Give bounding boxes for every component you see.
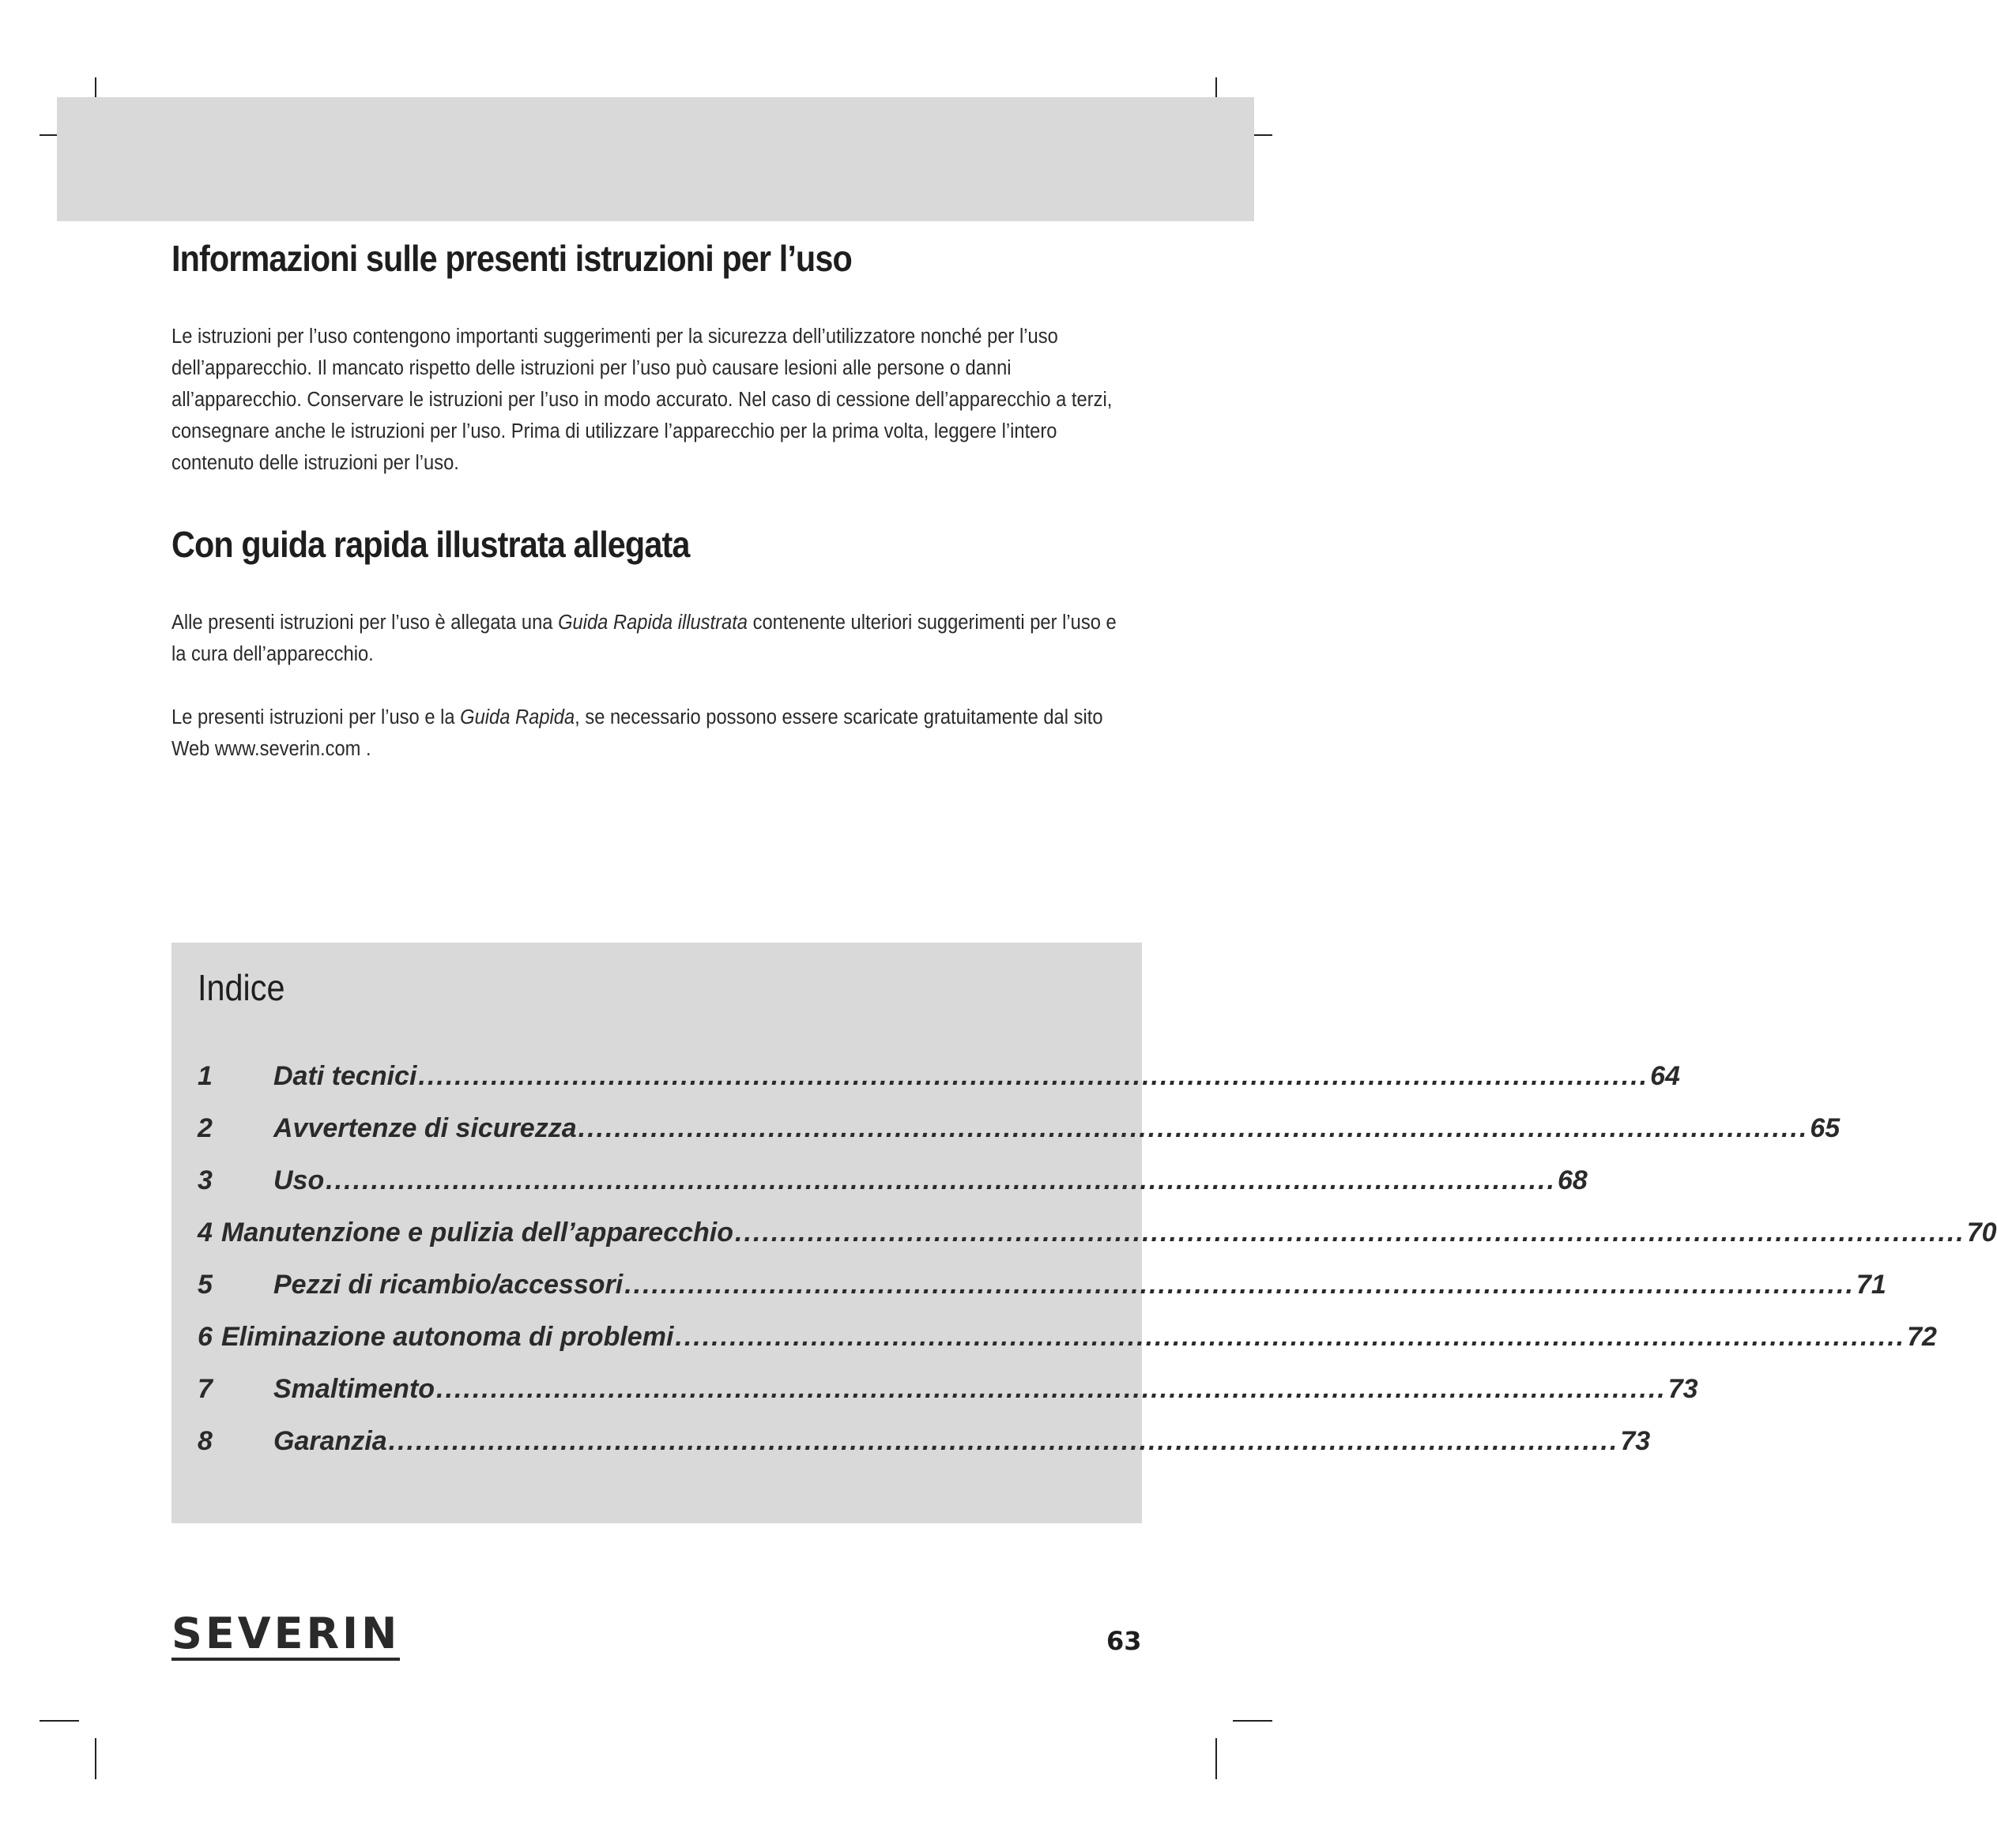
toc-number: 1 [198,1061,213,1091]
toc-entry[interactable] [198,1374,1698,1426]
paragraph-text: , se necessario possono essere scaricate gratuitamente dal sito Web www.severin.com . [171,706,1103,760]
toc-title: Garanzia [273,1426,387,1456]
toc-page: 70 [1966,1218,1997,1248]
index-box [171,943,1997,1523]
paragraph-italic-text: Guida Rapida illustrata [558,612,748,634]
paragraph-text: Alle presenti istruzioni per l’uso è allegata una [171,612,559,634]
toc-leader-dots: ........................................................................................................................................ [578,1113,1809,1143]
toc-title: Manutenzione e pulizia dell’apparecchio [221,1218,734,1248]
toc-title: Eliminazione autonoma di problemi [221,1322,674,1352]
section-instructions-info [171,237,1120,479]
header-band [57,97,1254,221]
toc-leader-dots: ........................................................................................................................................ [735,1218,1965,1248]
toc-page: 71 [1856,1270,1886,1300]
page-number: 63 [1106,1626,1142,1656]
section-title: Informazioni sulle presenti istruzioni per l’uso [171,238,852,279]
toc-page: 72 [1907,1322,1937,1352]
toc-number: 7 [198,1374,213,1404]
toc-entry[interactable] [198,1165,1588,1218]
toc-leader-dots: ........................................................................................................................................ [326,1165,1556,1195]
toc-entry[interactable] [198,1270,1886,1322]
toc-entry[interactable] [198,1113,1841,1165]
toc-number: 2 [198,1113,213,1143]
table-of-contents [198,1061,1997,1478]
toc-leader-dots: ........................................................................................................................................ [418,1061,1649,1091]
download-paragraph [171,702,1120,765]
section-paragraph: Le istruzioni per l’uso contengono importanti suggerimenti per la sicurezza dell’utilizzatore nonché per l’uso dell’apparecchio. Il mancato rispetto delle istruzioni per l’uso può causare lesioni alle persone o danni all’apparecchio. Conservare le istruzioni per l’uso in modo accurato. Nel caso di cessione dell’apparecchio a terzi, consegnare anche le istruzioni per l’uso. Prima di utilizzare l’apparecchio per la prima volta, leggere l’intero contenuto delle istruzioni per l’uso. [171,326,1113,474]
toc-title: Avvertenze di sicurezza [273,1113,577,1143]
index-title: Indice [198,967,285,1008]
toc-title: Uso [273,1165,325,1195]
toc-entry[interactable] [198,1218,1997,1270]
paragraph-text: Le presenti istruzioni per l’uso e la [171,706,461,728]
toc-title: Smaltimento [273,1374,435,1404]
toc-page: 73 [1620,1426,1651,1456]
crop-mark-bottom-right-v [1215,1738,1217,1779]
toc-leader-dots: ........................................................................................................................................ [624,1270,1855,1300]
toc-entry[interactable] [198,1322,1937,1374]
toc-number: 6 [198,1322,213,1352]
toc-page: 65 [1810,1113,1841,1143]
crop-mark-bottom-left-v [95,1738,96,1779]
paragraph-text: contenente ulteriori suggerimenti per l’uso e la cura dell’apparecchio. [171,612,1117,665]
toc-entry[interactable] [198,1426,1651,1478]
toc-number: 4 [198,1218,213,1248]
toc-title: Dati tecnici [273,1061,417,1091]
crop-mark-bottom-right-h [1233,1720,1272,1722]
toc-number: 8 [198,1426,213,1456]
toc-number: 5 [198,1270,213,1300]
section-title: Con guida rapida illustrata allegata [171,524,690,565]
toc-entry[interactable] [198,1061,1680,1113]
toc-page: 73 [1667,1374,1698,1404]
toc-page: 68 [1557,1165,1588,1195]
quick-guide-paragraph [171,607,1120,670]
crop-mark-bottom-left-h [40,1720,79,1722]
toc-title: Pezzi di ricambio/accessori [273,1270,624,1300]
toc-leader-dots: ........................................................................................................................................ [388,1426,1619,1456]
section-quick-guide [171,523,1120,765]
toc-page: 64 [1650,1061,1680,1091]
toc-number: 3 [198,1165,213,1195]
toc-leader-dots: ........................................................................................................................................ [675,1322,1906,1352]
brand-logo: SEVERIN [171,1612,400,1661]
toc-leader-dots: ........................................................................................................................................ [436,1374,1667,1404]
paragraph-italic-text: Guida Rapida [460,706,575,728]
